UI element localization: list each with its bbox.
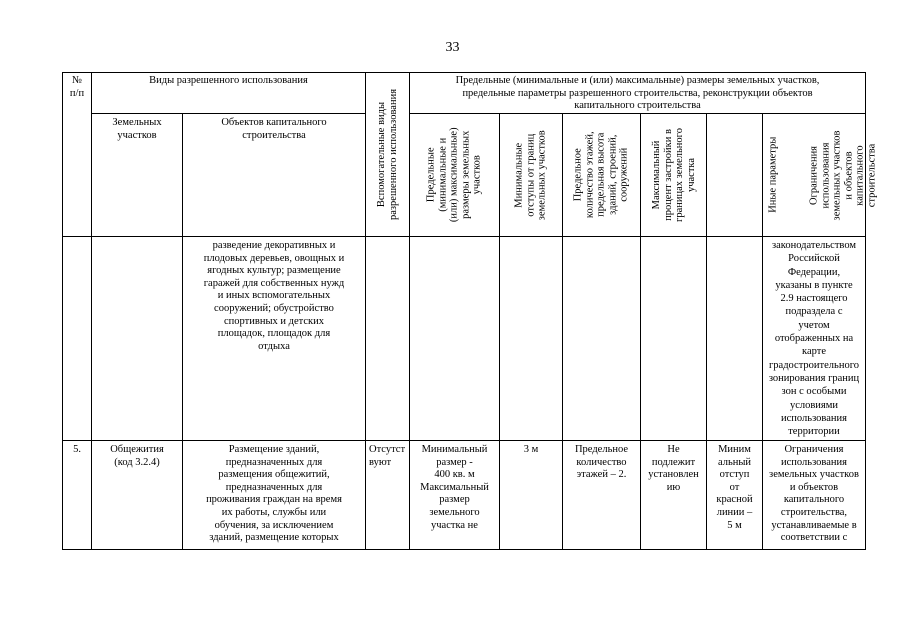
row5-land: Общежития (код 3.2.4) — [110, 444, 164, 468]
row5-size: Минимальный размер - 400 кв. м Максимальный размер земельного участка не — [420, 444, 489, 531]
row5-setback: 3 м — [523, 444, 539, 455]
col-line-1 — [91, 72, 92, 550]
header-col-setback: Минимальные отступы от границ земельных участков — [513, 130, 548, 220]
page-number: 33 — [445, 40, 460, 55]
header-split-line — [91, 113, 365, 114]
row5-num: 5. — [73, 444, 81, 455]
header-col-floors: Предельное количество этажей, предельная высота зданий, строений, сооружений — [572, 131, 630, 219]
header-num: № п/п — [69, 75, 85, 99]
header-col-size: Предельные (минимальные и (или) максимальные) размеры земельных участков — [425, 127, 483, 223]
header-col-restrictions: Ограничения использования земельных участков и объектов капитального строительства — [808, 130, 877, 220]
header-aux-uses: Вспомогательные виды разрешенного использования — [376, 88, 399, 221]
header-params-title: Предельные (минимальные и (или) максимальные) размеры земельных участков, предельные параметры разрешенного строительства, реконструкции объектов капитального строительства — [455, 75, 820, 112]
header-uses-title: Виды разрешенного использования — [149, 75, 308, 86]
cont-objects-text: разведение декоративных и плодовых деревьев, овощных и ягодных культур; размещение гаражей для собственных нужд и иных вспомогательных сооружений; обустройство спортивных и детских площадок, площадок для отдыха — [203, 240, 345, 352]
cont-restrictions-text: законодательством Российской Федерации, указаны в пункте 2.9 настоящего подраздела с учетом отображенных на карте градостроительного зонирования границ зон с особыми условиями использования территории — [768, 240, 860, 438]
row5-floors: Предельное количество этажей – 2. — [574, 444, 629, 481]
header-col-coverage: Максимальный процент застройки в границах земельного участка — [650, 128, 697, 222]
header-capital-objects: Объектов капитального строительства — [221, 117, 327, 141]
land-use-table — [62, 72, 877, 550]
header-land-plots: Земельных участков — [112, 117, 162, 141]
table-border-left — [62, 72, 63, 550]
row5-other: Миним альный отступ от красной линии – 5 м — [716, 444, 753, 531]
row5-coverage: Не подлежит установлен ию — [648, 444, 699, 493]
table-border-top — [62, 72, 866, 73]
row5-objects: Размещение зданий, предназначенных для размещения общежитий, предназначенных для проживания граждан на время их работы, службы или обучения, за исключением зданий, размещение которых — [206, 444, 342, 544]
row5-restrictions: Ограничения использования земельных участков и объектов капитального строительства, устанавливаемые в соответствии с — [769, 444, 859, 544]
header-col-other: Иные параметры — [767, 136, 779, 214]
row5-aux: Отсутст вуют — [369, 444, 406, 468]
